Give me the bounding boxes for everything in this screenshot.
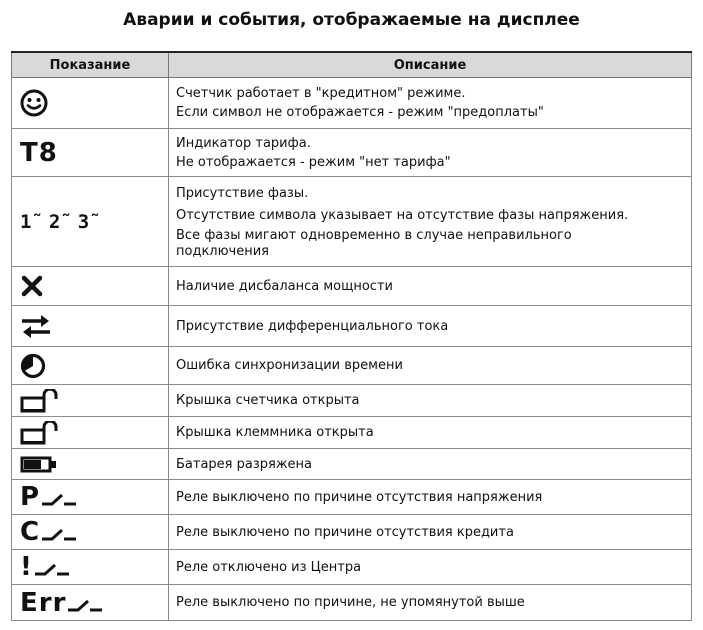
description-line: Присутствие дифференциального тока [176,318,449,334]
clock-icon [20,353,46,379]
relay-switch-icon [20,519,168,545]
description-line: Отсутствие символа указывает на отсутствие фазы напряжения. [176,207,629,223]
description-line: Реле выключено по причине отсутствия напряжения [176,489,543,505]
relay-symbol-letter: ! [20,552,33,582]
relay-symbol-letter: C [20,517,41,547]
table-row [12,417,692,449]
events-table [11,51,692,621]
cross-icon [20,275,44,297]
switch-open-icon [40,487,80,507]
description-line: Не отображается - режим "нет тарифа" [176,154,451,170]
table-row [12,585,692,621]
tariff-icon: T8 [20,137,58,168]
description-line: Если символ не отображается - режим "предоплаты" [176,105,544,120]
table-row [12,267,692,306]
table-row [12,177,692,267]
table-row [12,385,692,417]
exchange-arrows-icon [20,313,52,339]
table-row [12,480,692,515]
description-line: Крышка счетчика открыта [176,393,360,408]
description-line: Реле выключено по причине, не упомянутой выше [176,595,525,610]
column-header-indication: Показание [12,52,169,78]
relay-switch-icon [20,587,168,618]
table-row [12,306,692,347]
page-title: Аварии и события, отображаемые на дисплее [123,10,580,30]
switch-open-icon [33,557,73,577]
description-line: Счетчик работает в "кредитном" режиме. [176,86,466,101]
table-row [12,550,692,585]
description-line: Наличие дисбаланса мощности [176,278,393,294]
table-row [12,129,692,177]
description-line: подключения [176,243,269,259]
smiley-icon [20,89,48,117]
description-line: Индикатор тарифа. [176,135,311,151]
table-header-row [12,52,692,78]
switch-open-icon [66,593,106,613]
relay-symbol-letter: P [20,482,41,512]
relay-switch-icon [20,484,168,510]
low-battery-icon [20,454,60,474]
description-line: Присутствие фазы. [176,185,309,201]
description-line: Ошибка синхронизации времени [176,358,403,373]
table-row [12,515,692,550]
table-row [12,347,692,385]
phase-icon: 1̃ 2̃ 3̃ [20,210,93,233]
relay-switch-icon [20,554,168,580]
open-lock-icon [20,389,60,413]
relay-symbol-letter: Err [20,587,67,618]
description-line: Все фазы мигают одновременно в случае неправильного [176,227,572,243]
description-line: Батарея разряжена [176,456,313,472]
description-line: Крышка клеммника открыта [176,425,374,440]
table-row [12,449,692,480]
description-line: Реле отключено из Центра [176,559,362,575]
column-header-description: Описание [169,52,692,78]
switch-open-icon [40,522,80,542]
description-line: Реле выключено по причине отсутствия кредита [176,524,514,540]
open-lock-icon [20,421,60,445]
table-row [12,78,692,129]
